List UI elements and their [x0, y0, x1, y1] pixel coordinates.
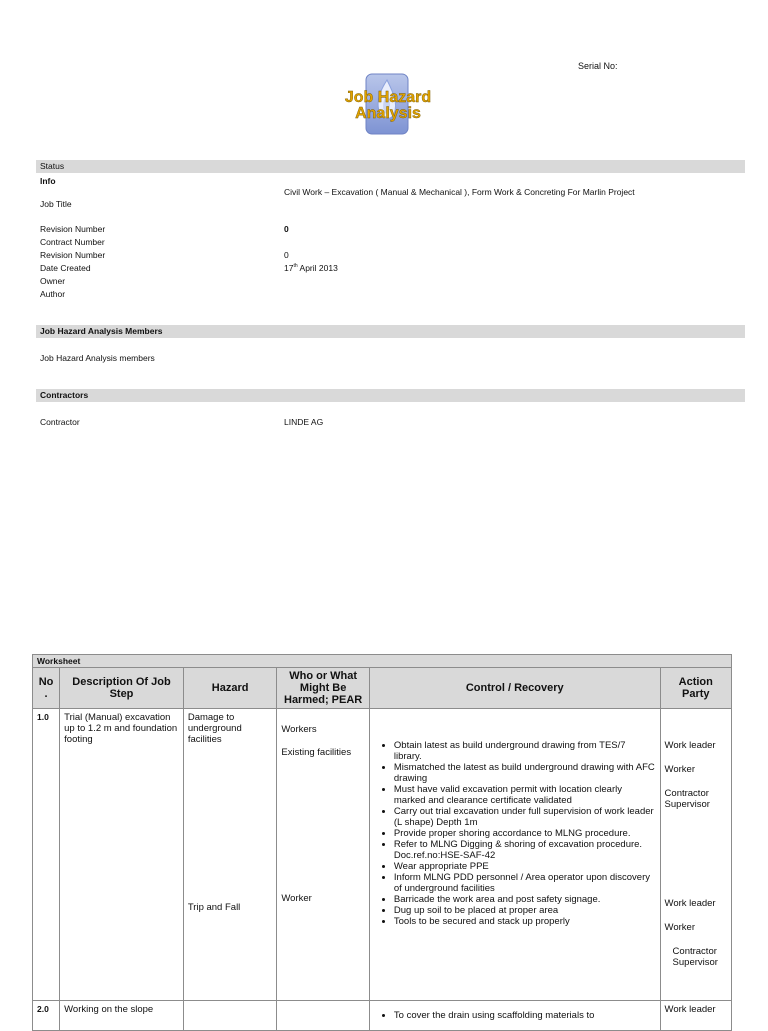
worksheet-title-row — [33, 655, 732, 668]
author-label: Author — [40, 289, 66, 299]
logo-line1: Job Hazard — [344, 89, 432, 106]
members-bar: Job Hazard Analysis Members — [36, 325, 745, 338]
contractor-value: LINDE AG — [284, 417, 324, 427]
job-step-description: Working on the slope — [60, 1001, 184, 1031]
list-item: • Tools to be secured and stack up properly — [394, 916, 656, 927]
action-party: Worker — [664, 764, 695, 775]
who-2: Worker — [281, 893, 312, 904]
logo-line2: Analysis — [355, 105, 421, 122]
list-item: • Mismatched the latest as build underground drawing with AFC drawing — [394, 762, 656, 784]
hazard-cell — [183, 1001, 277, 1031]
list-item: • Refer to MLNG Digging & shoring of excavation procedure. Doc.ref.no:HSE-SAF-42 — [394, 839, 656, 861]
action-party: Work leader — [664, 740, 716, 751]
list-item: • Inform MLNG PDD personnel / Area operator upon discovery of underground facilities — [394, 872, 656, 894]
list-item: • Barricade the work area and post safety signage. — [394, 894, 656, 905]
contract-number-label: Contract Number — [40, 237, 105, 247]
action-party: Contractor Supervisor — [672, 946, 718, 968]
revision-number-label: Revision Number — [40, 224, 106, 234]
job-step-description: Trial (Manual) excavation up to 1.2 m and foundation footing — [60, 709, 184, 1001]
who-1b: Existing facilities — [281, 747, 352, 758]
control-cell — [369, 1001, 660, 1031]
who-cell — [277, 1001, 370, 1031]
members-label: Job Hazard Analysis members — [40, 353, 155, 363]
worksheet-table — [32, 654, 732, 1031]
action-party: Work leader — [664, 898, 716, 909]
hazard-1: Damage to underground facilities — [187, 712, 242, 745]
list-item: • Dug up soil to be placed at proper area — [394, 905, 656, 916]
action-party: Work leader — [660, 1001, 731, 1031]
job-title-value: Civil Work – Excavation ( Manual & Mechanical ), Form Work & Concreting For Marlin Project — [284, 187, 635, 197]
owner-label: Owner — [40, 276, 66, 286]
list-item: • To cover the drain using scaffolding materials to — [394, 1010, 656, 1021]
contractor-label: Contractor — [40, 417, 80, 427]
list-item: • Carry out trial excavation under full supervision of work leader (L shape) Depth 1m — [394, 806, 656, 828]
who-cell — [277, 709, 370, 1001]
serial-number-label: Serial No: — [578, 61, 618, 71]
flame-logo-icon — [318, 70, 458, 136]
revision-number-value-2: 0 — [284, 250, 289, 260]
action-party: Worker — [664, 922, 695, 933]
table-row — [33, 709, 732, 1001]
row-number: 2.0 — [33, 1001, 60, 1031]
date-created-value: 17th April 2013 — [284, 263, 338, 273]
info-label: Info — [40, 176, 56, 186]
list-item: • Wear appropriate PPE — [394, 861, 656, 872]
header-description: Description Of Job Step — [60, 668, 184, 709]
status-bar: Status — [36, 160, 745, 173]
revision-number-value: 0 — [284, 224, 289, 234]
list-item: • Must have valid excavation permit with location clearly marked and clearance certificate validated — [394, 784, 656, 806]
header-action: Action Party — [660, 668, 731, 709]
who-1a: Workers — [281, 724, 317, 735]
hazard-cell — [183, 709, 277, 1001]
control-list — [374, 1010, 656, 1021]
header-control: Control / Recovery — [369, 668, 660, 709]
list-item: • Obtain latest as build underground drawing from TES/7 library. — [394, 740, 656, 762]
date-created-label: Date Created — [40, 263, 91, 273]
control-cell — [369, 709, 660, 1001]
worksheet-header-row — [33, 668, 732, 709]
header-no: No . — [33, 668, 60, 709]
table-row — [33, 1001, 732, 1031]
job-title-label: Job Title — [40, 199, 72, 209]
contractors-bar: Contractors — [36, 389, 745, 402]
revision-number-label-2: Revision Number — [40, 250, 106, 260]
action-cell — [660, 709, 731, 1001]
list-item: • Provide proper shoring accordance to MLNG procedure. — [394, 828, 656, 839]
worksheet-title: Worksheet — [33, 655, 732, 668]
action-party: Contractor Supervisor — [664, 788, 710, 810]
header-hazard: Hazard — [183, 668, 277, 709]
header-who: Who or What Might Be Harmed; PEAR — [277, 668, 370, 709]
hazard-2: Trip and Fall — [187, 902, 241, 913]
row-number: 1.0 — [33, 709, 60, 1001]
job-hazard-analysis-logo — [318, 70, 458, 136]
control-list — [374, 740, 656, 927]
